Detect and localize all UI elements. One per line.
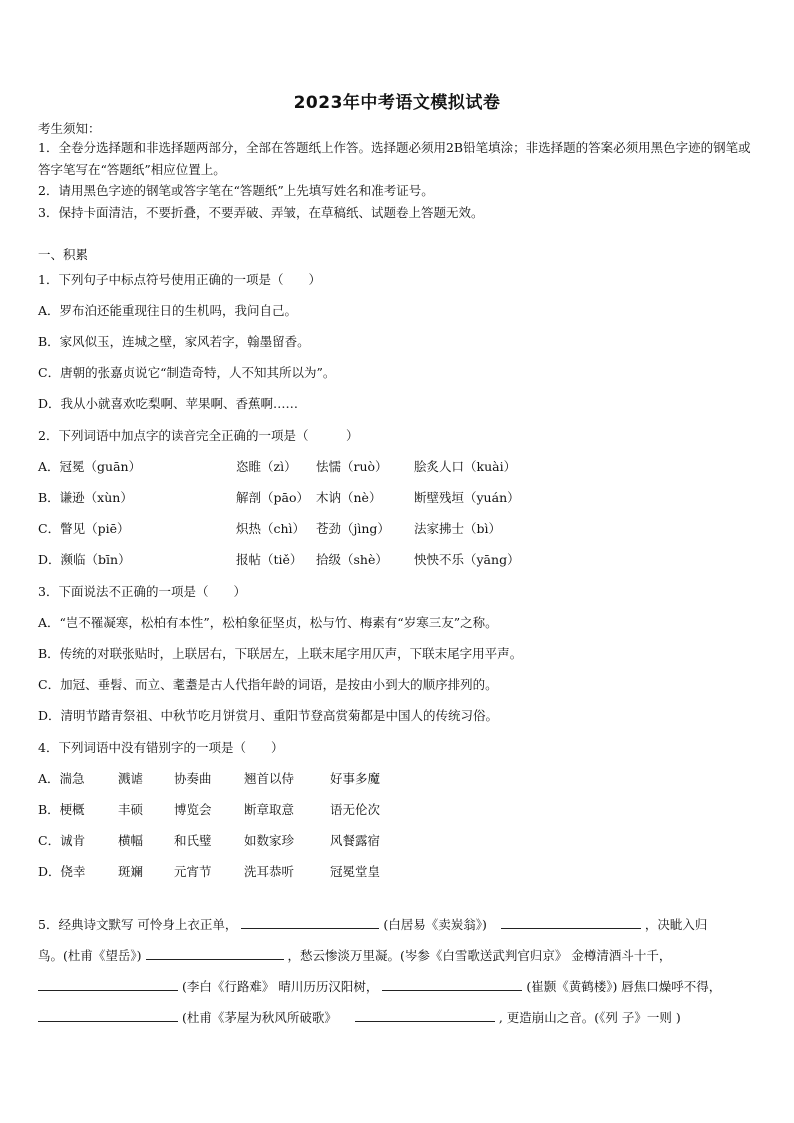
question-1-stem: 1．下列句子中标点符号使用正确的一项是（ ） — [38, 272, 321, 287]
question-3-stem: 3．下面说法不正确的一项是（ ） — [38, 584, 246, 599]
q4-c-3: 和氏璧 — [174, 833, 212, 848]
question-1-option-c: C．唐朝的张嘉贞说它“制造奇特，人不知其所以为”。 — [38, 365, 336, 380]
q4-b-1: B．梗概 — [38, 802, 85, 817]
q2-b-3: 木讷（nè） — [316, 490, 382, 505]
q2-c-3: 苍劲（jìng） — [316, 521, 390, 536]
q5-l2-text-b: ，愁云惨淡万里凝。(岑参《白雪歌送武判官归京》 金樽清酒斗十千， — [287, 948, 672, 963]
q2-a-1: A．冠冕（guān） — [38, 459, 142, 474]
q5-l3-text-a: (李白《行路难》 晴川历历汉阳树， — [181, 979, 379, 994]
question-2-option-b — [38, 490, 520, 506]
question-2-option-d — [38, 552, 520, 568]
question-3-option-a: A．“岂不罹凝寒，松柏有本性”，松柏象征坚贞，松与竹、梅素有“岁寒三友”之称。 — [38, 615, 498, 630]
section-heading: 一、积累 — [38, 247, 89, 262]
q2-d-4: 怏怏不乐（yāng） — [414, 552, 520, 567]
q5-l4-text-a: (杜甫《茅屋为秋风所破歌》 — [181, 1010, 337, 1025]
q4-b-5: 语无伦次 — [330, 802, 381, 817]
q4-b-4: 断章取意 — [244, 802, 295, 817]
q2-b-2: 解剖（pāo） — [236, 490, 309, 505]
q4-a-4: 翘首以侍 — [244, 771, 295, 786]
q4-c-2: 横幅 — [118, 833, 144, 848]
q5-l2-text-a: 鸟。(杜甫《望岳》) — [38, 948, 142, 963]
q5-blank-7[interactable] — [355, 1008, 495, 1022]
q2-b-1: B．谦逊（xùn） — [38, 490, 133, 505]
question-1-option-a: A．罗布泊还能重现往日的生机吗，我问自己。 — [38, 303, 298, 318]
notice-item-3: 3．保持卡面清洁，不要折叠，不要弄破、弄皱，在草稿纸、试题卷上答题无效。 — [38, 205, 484, 220]
question-3-option-c: C．加冠、垂髫、而立、耄耋是古人代指年龄的词语，是按由小到大的顺序排列的。 — [38, 677, 498, 692]
q4-d-5: 冠冕堂皇 — [330, 864, 381, 879]
q4-a-3: 协奏曲 — [174, 771, 212, 786]
q4-a-5: 好事多魔 — [330, 771, 381, 786]
question-5-line-2 — [38, 946, 671, 964]
q2-b-4: 断壁残垣（yuán） — [414, 490, 520, 505]
question-4-option-b — [38, 802, 380, 818]
q4-a-1: A．湍急 — [38, 771, 85, 786]
q5-blank-5[interactable] — [382, 977, 522, 991]
q5-blank-4[interactable] — [38, 977, 178, 991]
q4-d-1: D．侥幸 — [38, 864, 86, 879]
q2-d-1: D．濒临（bīn） — [38, 552, 131, 567]
notice-item-2: 2．请用黑色字迹的钢笔或答字笔在“答题纸”上先填写姓名和准考证号。 — [38, 183, 434, 198]
q2-a-3: 怯懦（ruò） — [316, 459, 388, 474]
question-4-option-a — [38, 771, 380, 787]
q5-l3-text-b: (崔颢《黄鹤楼》) 唇焦口燥呼不得， — [526, 979, 722, 994]
q4-b-2: 丰硕 — [118, 802, 144, 817]
q2-a-2: 恣睢（zì） — [236, 459, 297, 474]
question-2-option-a — [38, 459, 516, 475]
q4-a-2: 溅谑 — [118, 771, 144, 786]
question-2-option-c — [38, 521, 501, 537]
q4-c-4: 如数家珍 — [244, 833, 295, 848]
question-5-line-3 — [38, 977, 721, 995]
q2-c-4: 法家拂士（bì） — [414, 521, 501, 536]
question-5-line-1 — [38, 915, 707, 933]
question-3-option-d: D．清明节踏青祭祖、中秋节吃月饼赏月、重阳节登高赏菊都是中国人的传统习俗。 — [38, 708, 499, 723]
question-2-stem: 2．下列词语中加点字的读音完全正确的一项是（ ） — [38, 428, 359, 443]
q2-d-2: 报帖（tiě） — [236, 552, 303, 567]
q5-blank-6[interactable] — [38, 1008, 178, 1022]
page-title: 2023年中考语文模拟试卷 — [293, 93, 501, 113]
q4-c-5: 风餐露宿 — [330, 833, 381, 848]
question-4-option-d — [38, 864, 380, 880]
q4-d-2: 斑斓 — [118, 864, 144, 879]
q2-d-3: 拾级（shè） — [316, 552, 388, 567]
notice-heading: 考生须知： — [38, 121, 101, 136]
question-4-option-c — [38, 833, 380, 849]
q5-blank-1[interactable] — [241, 915, 379, 929]
q5-l1-text-a: 5．经典诗文默写 可怜身上衣正单， — [38, 917, 238, 932]
q5-blank-2[interactable] — [501, 915, 641, 929]
q2-c-2: 炽热（chì） — [236, 521, 306, 536]
q5-l1-text-b: (白居易《卖炭翁》) — [383, 917, 487, 932]
q4-d-3: 元宵节 — [174, 864, 212, 879]
q2-c-1: C．瞥见（piē） — [38, 521, 130, 536]
question-1-option-b: B．家风似玉，连城之壁，家风若字，翰墨留香。 — [38, 334, 310, 349]
q5-l1-text-c: ，决眦入归 — [644, 917, 708, 932]
q2-a-4: 脍炙人口（kuài） — [414, 459, 517, 474]
q4-d-4: 洗耳恭听 — [244, 864, 295, 879]
q4-c-1: C．诚肯 — [38, 833, 86, 848]
question-3-option-b: B．传统的对联张贴时，上联居右，下联居左，上联末尾字用仄声，下联末尾字用平声。 — [38, 646, 523, 661]
q5-l4-text-b: , 更造崩山之音。(《列 子》一则 ) — [498, 1010, 681, 1025]
question-5-line-4 — [38, 1008, 681, 1026]
notice-item-1: 1．全卷分选择题和非选择题两部分，全部在答题纸上作答。选择题必须用2B铅笔填涂；非选择题的答案必须用黑色字迹的钢笔或答字笔写在“答题纸”相应位置上。 — [38, 140, 751, 177]
question-1-option-d: D．我从小就喜欢吃梨啊、苹果啊、香蕉啊…… — [38, 396, 299, 411]
q5-blank-3[interactable] — [146, 946, 284, 960]
question-4-stem: 4．下列词语中没有错别字的一项是（ ） — [38, 740, 284, 755]
q4-b-3: 博览会 — [174, 802, 212, 817]
